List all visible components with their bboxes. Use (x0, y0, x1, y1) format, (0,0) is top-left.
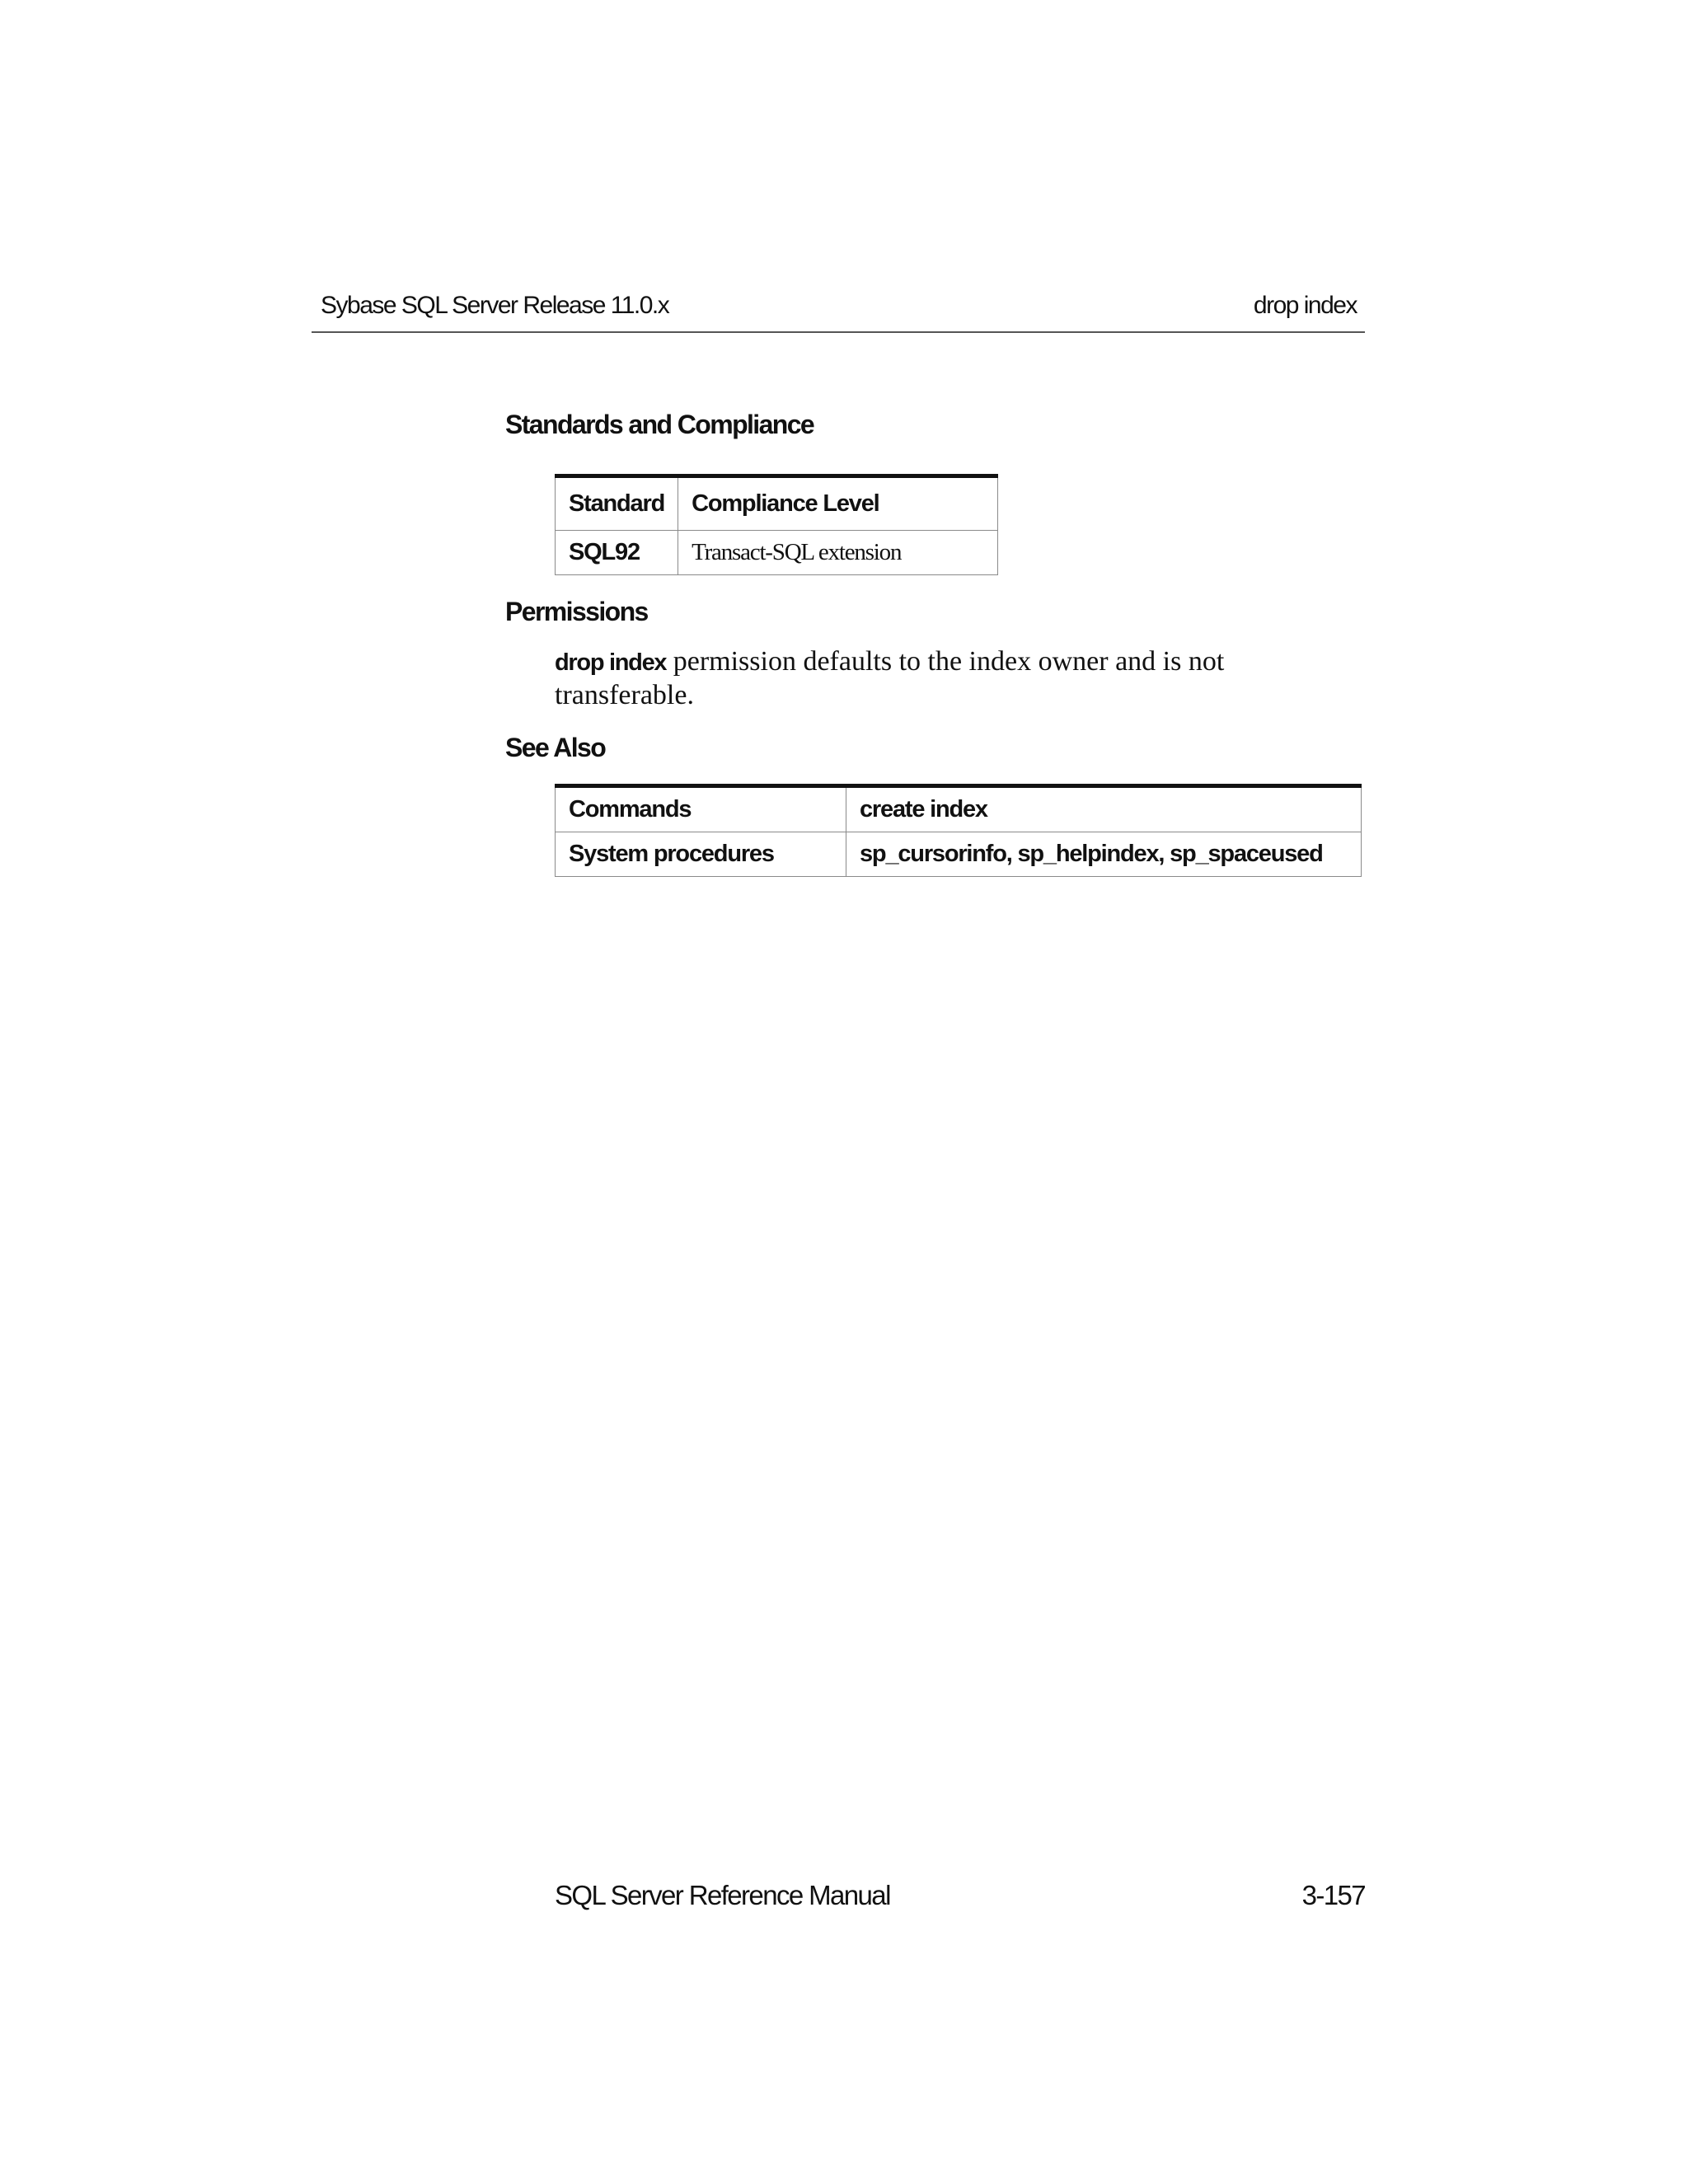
column-header-standard: Standard (556, 476, 678, 531)
cell-related-commands: create index (846, 786, 1362, 832)
header-document-title: Sybase SQL Server Release 11.0.x (321, 292, 669, 319)
compliance-table (555, 474, 998, 575)
column-header-compliance-level: Compliance Level (678, 476, 998, 531)
permissions-paragraph (555, 645, 1329, 711)
table-row (556, 531, 998, 575)
cell-standard: SQL92 (556, 531, 678, 575)
see-also-heading: See Also (505, 733, 606, 762)
permissions-heading: Permissions (505, 597, 648, 626)
permissions-command-name: drop index (555, 649, 667, 676)
footer-page-number: 3-157 (1301, 1880, 1365, 1910)
cell-related-procedures: sp_cursorinfo, sp_helpindex, sp_spaceused (846, 832, 1362, 877)
cell-category-commands: Commands (556, 786, 846, 832)
table-row (556, 832, 1362, 877)
table-row (556, 786, 1362, 832)
cell-category-system-procedures: System procedures (556, 832, 846, 877)
table-header-row (556, 476, 998, 531)
cell-compliance-level: Transact-SQL extension (678, 531, 998, 575)
header-section-title: drop index (1253, 292, 1357, 319)
see-also-table (555, 784, 1362, 877)
permissions-text: permission defaults to the index owner and is not transferable. (555, 646, 1225, 710)
standards-heading: Standards and Compliance (505, 410, 814, 439)
footer-manual-title: SQL Server Reference Manual (555, 1880, 890, 1910)
running-header (312, 288, 1365, 333)
